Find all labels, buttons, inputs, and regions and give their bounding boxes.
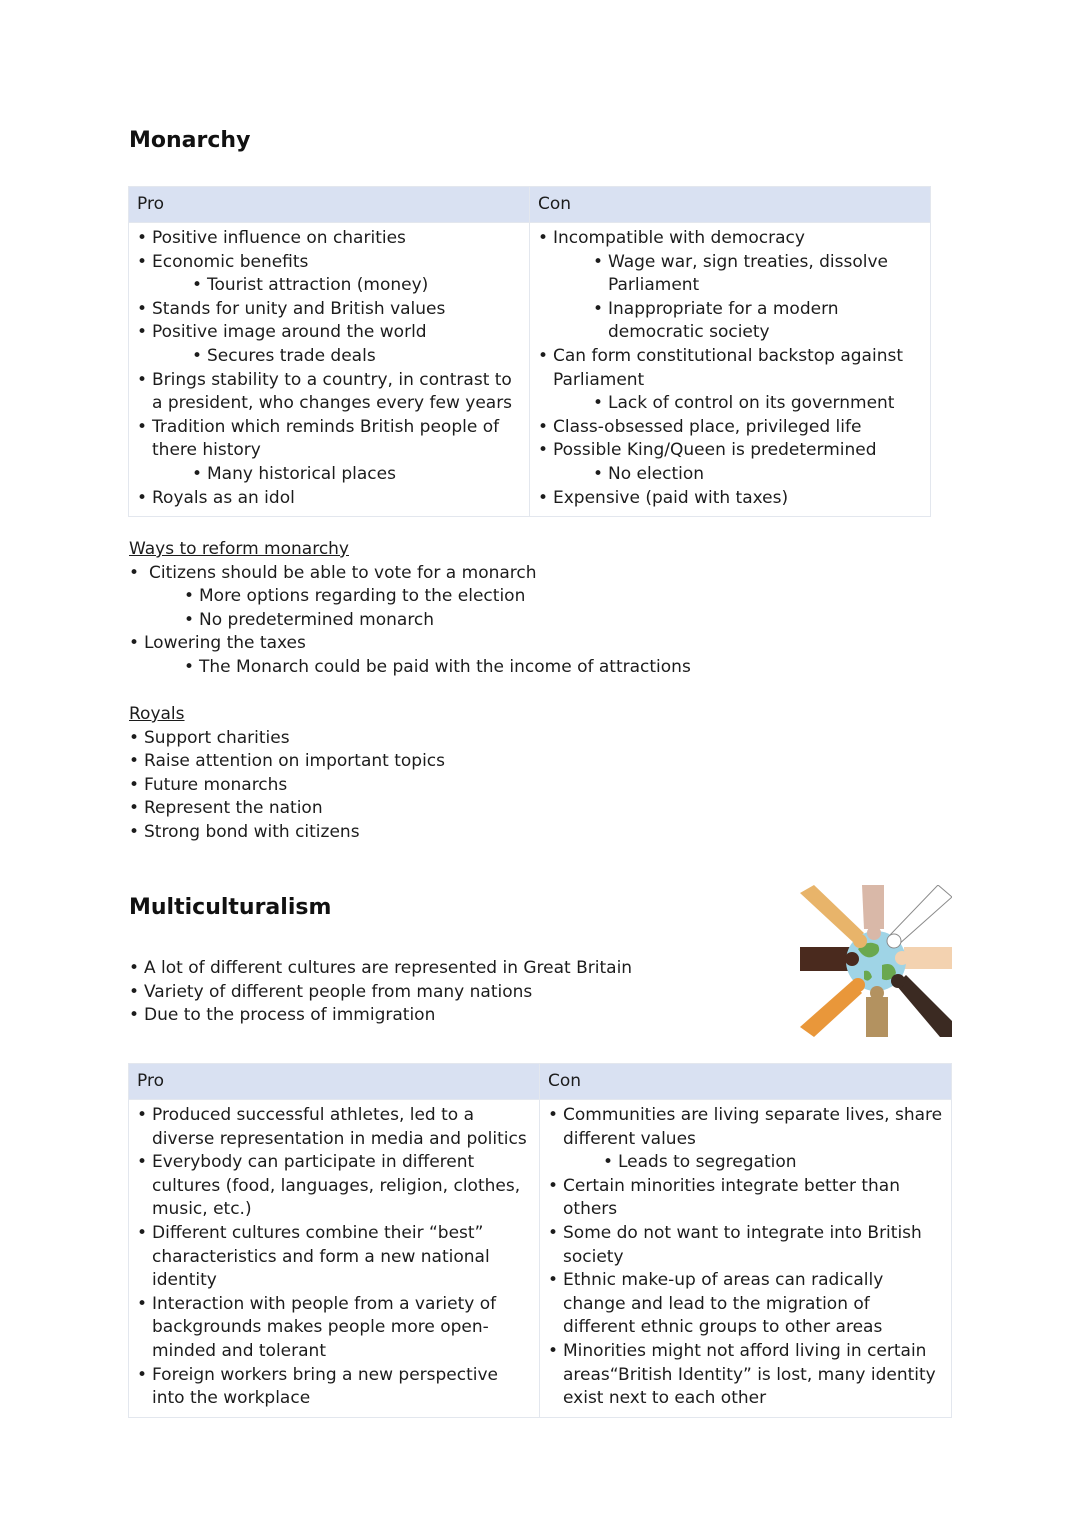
- list-item: • Produced successful athletes, led to a diverse representation in media and politics: [137, 1104, 531, 1151]
- reform-section: [129, 538, 691, 680]
- list-item: • Incompatible with democracy: [538, 227, 922, 251]
- hand-shape: [887, 934, 901, 948]
- list-item: • Ethnic make-up of areas can radically change and lead to the migration of different ethnic groups to other areas: [548, 1269, 943, 1340]
- arm-shape: [800, 947, 850, 971]
- list-item: • Tourist attraction (money): [192, 274, 521, 298]
- monarchy-pro-con-table: [128, 186, 931, 517]
- arm-shape: [904, 947, 952, 969]
- list-item: • Stands for unity and British values: [137, 298, 521, 322]
- list-item: • Strong bond with citizens: [129, 821, 445, 845]
- monarchy-con-header: Con: [530, 187, 931, 223]
- hand-shape: [891, 974, 905, 988]
- list-item: • No predetermined monarch: [184, 609, 691, 633]
- list-item: • Future monarchs: [129, 774, 445, 798]
- multiculturalism-pro-header: Pro: [129, 1064, 540, 1100]
- hand-shape: [895, 951, 909, 965]
- arm-shape: [866, 997, 888, 1037]
- multiculturalism-pro-cell: [129, 1100, 540, 1418]
- list-item: • No election: [593, 463, 922, 487]
- list-item: • Many historical places: [192, 463, 521, 487]
- list-item: • Represent the nation: [129, 797, 445, 821]
- hand-shape: [867, 926, 881, 940]
- list-item: • Wage war, sign treaties, dissolve Parliament: [593, 251, 922, 298]
- list-item: • Can form constitutional backstop against Parliament: [538, 345, 922, 392]
- hand-shape: [851, 978, 865, 992]
- list-item: • Lowering the taxes: [129, 632, 691, 656]
- list-item: • Some do not want to integrate into British society: [548, 1222, 943, 1269]
- list-item: • Lack of control on its government: [593, 392, 922, 416]
- list-item: • Inappropriate for a modern democratic society: [593, 298, 922, 345]
- reform-heading: Ways to reform monarchy: [129, 539, 349, 559]
- list-item: • Expensive (paid with taxes): [538, 487, 922, 511]
- list-item: • Positive influence on charities: [137, 227, 521, 251]
- list-item: • Citizens should be able to vote for a monarch: [129, 562, 691, 586]
- monarchy-heading: Monarchy: [129, 128, 251, 153]
- hand-shape: [845, 952, 859, 966]
- monarchy-pro-header: Pro: [129, 187, 530, 223]
- arm-shape: [800, 885, 864, 943]
- list-item: • Leads to segregation: [603, 1151, 943, 1175]
- list-item: • The Monarch could be paid with the income of attractions: [184, 656, 691, 680]
- hand-shape: [853, 934, 867, 948]
- arm-shape: [896, 975, 952, 1037]
- list-item: • Interaction with people from a variety of backgrounds makes people more open-minded and tolerant: [137, 1293, 531, 1364]
- list-item: • Variety of different people from many nations: [129, 981, 632, 1005]
- hand-shape: [870, 986, 884, 1000]
- royals-section: [129, 703, 445, 845]
- list-item: • Positive image around the world: [137, 321, 521, 345]
- hands-around-globe-icon: [800, 885, 952, 1037]
- multiculturalism-con-header: Con: [540, 1064, 952, 1100]
- list-item: • Certain minorities integrate better than others: [548, 1175, 943, 1222]
- multiculturalism-intro: [129, 957, 632, 1028]
- list-item: • Communities are living separate lives, share different values: [548, 1104, 943, 1151]
- arm-shape: [862, 885, 884, 929]
- multiculturalism-pro-con-table: [128, 1063, 952, 1418]
- list-item: • Everybody can participate in different cultures (food, languages, religion, clothes, music, etc.): [137, 1151, 531, 1222]
- list-item: • Tradition which reminds British people of there history: [137, 416, 521, 463]
- list-item: • Minorities might not afford living in certain areas“British Identity” is lost, many identity exist next to each other: [548, 1340, 943, 1411]
- list-item: • Brings stability to a country, in contrast to a president, who changes every few years: [137, 369, 521, 416]
- list-item: • More options regarding to the election: [184, 585, 691, 609]
- list-item: • Economic benefits: [137, 251, 521, 275]
- list-item: • Foreign workers bring a new perspective into the workplace: [137, 1364, 531, 1411]
- list-item: • Possible King/Queen is predetermined: [538, 439, 922, 463]
- list-item: • Secures trade deals: [192, 345, 521, 369]
- list-item: • Support charities: [129, 727, 445, 751]
- monarchy-pro-cell: [129, 223, 530, 517]
- list-item: • Due to the process of immigration: [129, 1004, 632, 1028]
- list-item: • Different cultures combine their “best” characteristics and form a new national identity: [137, 1222, 531, 1293]
- list-item: • A lot of different cultures are represented in Great Britain: [129, 957, 632, 981]
- list-item: • Royals as an idol: [137, 487, 521, 511]
- monarchy-con-cell: [530, 223, 931, 517]
- list-item: • Raise attention on important topics: [129, 750, 445, 774]
- list-item: • Class-obsessed place, privileged life: [538, 416, 922, 440]
- royals-heading: Royals: [129, 704, 185, 724]
- multiculturalism-con-cell: [540, 1100, 952, 1418]
- multiculturalism-heading: Multiculturalism: [129, 895, 332, 920]
